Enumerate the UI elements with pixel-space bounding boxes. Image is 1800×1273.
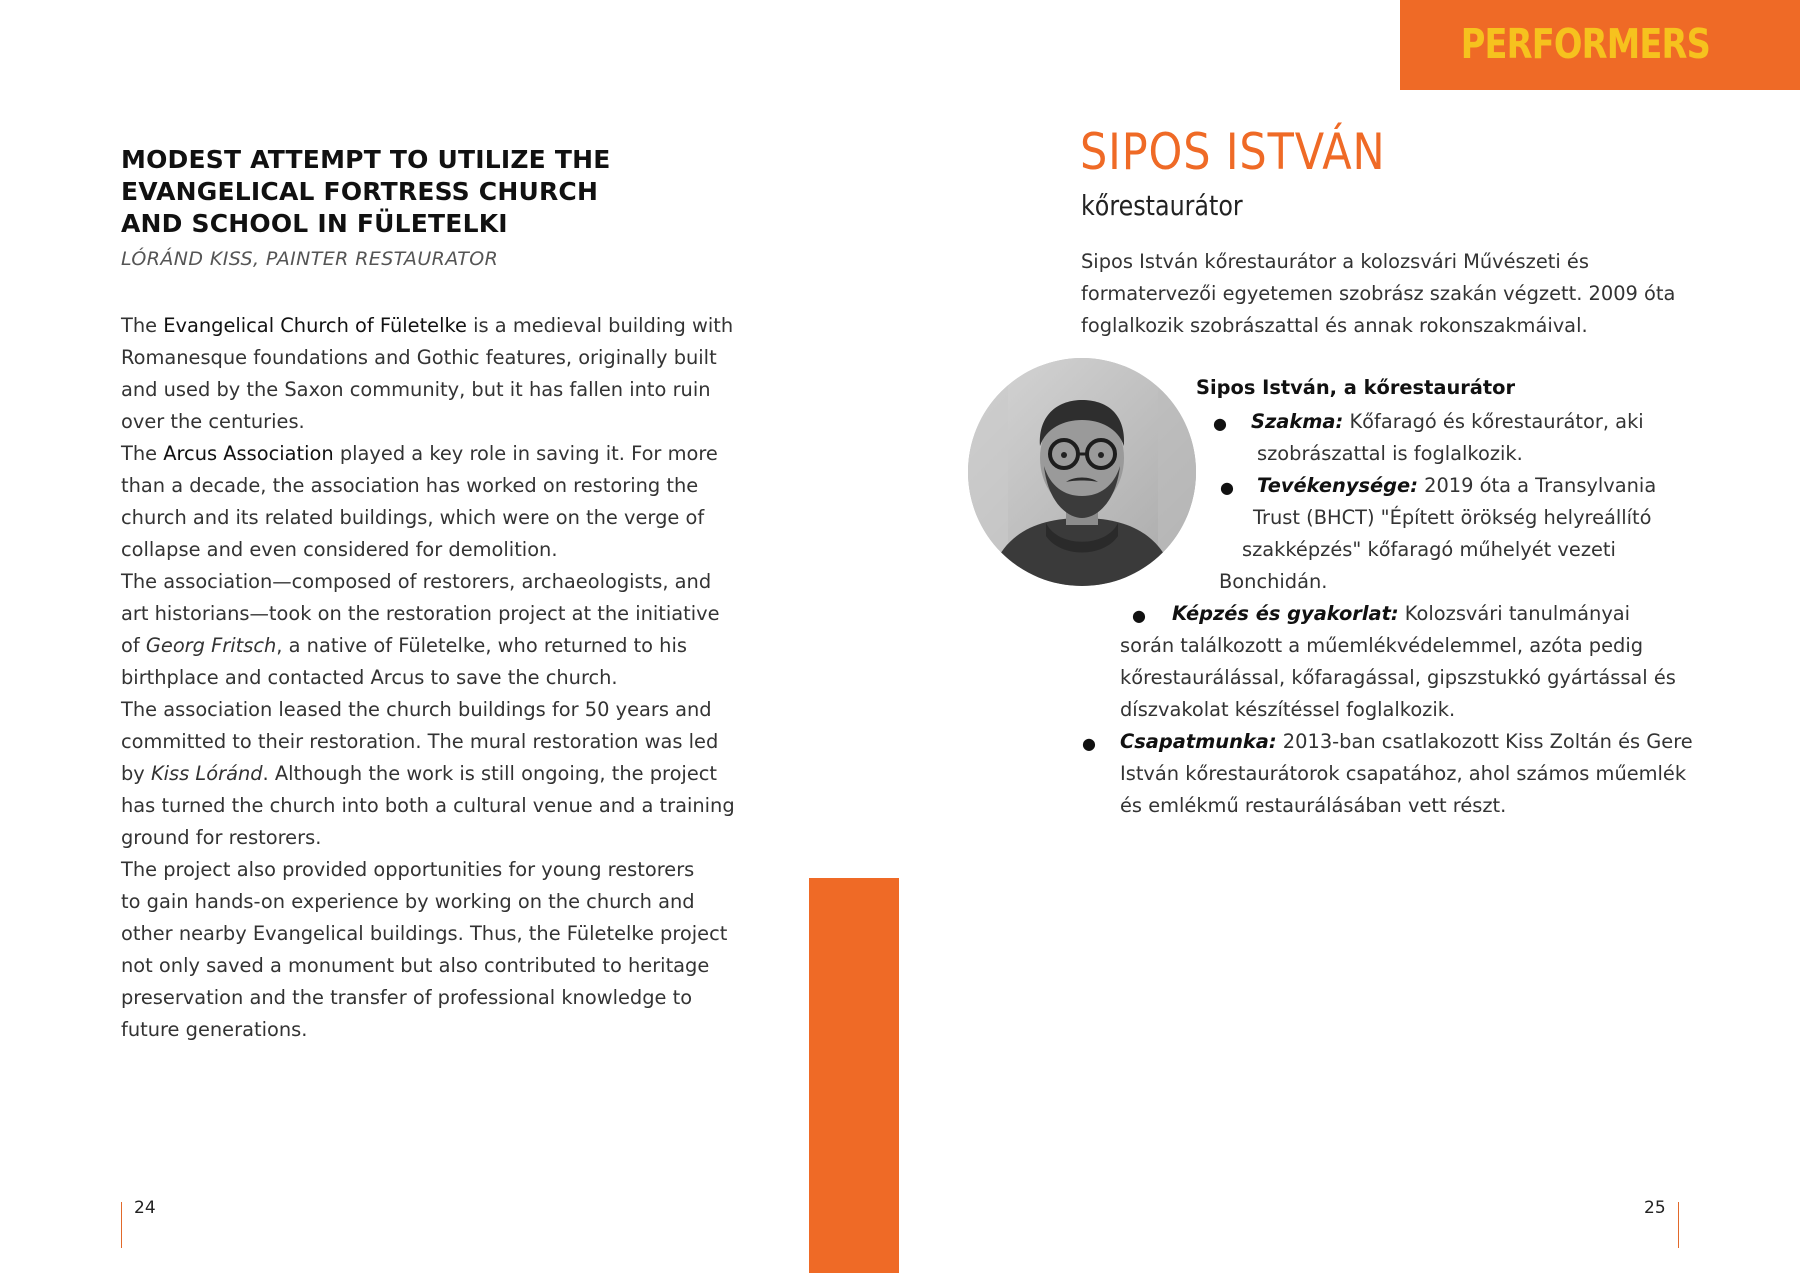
- bio-heading: Sipos István, a kőrestaurátor: [1196, 376, 1516, 399]
- bio-label: Szakma:: [1251, 410, 1344, 433]
- article-title-line: AND SCHOOL IN FÜLETELKI: [121, 209, 508, 238]
- body-line: The association leased the church buildings for 50 years and: [121, 698, 712, 721]
- bio-label: Tevékenysége:: [1257, 474, 1418, 497]
- person-name: Kiss Lóránd: [150, 762, 263, 785]
- bio-line: Bonchidán.: [1219, 570, 1328, 593]
- bio-line: és emlékmű restaurálásában vett részt.: [1120, 794, 1507, 817]
- page-number-right: 25: [1644, 1198, 1666, 1218]
- article-title-line: MODEST ATTEMPT TO UTILIZE THE: [121, 145, 611, 174]
- bio-line: Tevékenysége: 2019 óta a Transylvania: [1257, 474, 1657, 497]
- intro-line: foglalkozik szobrászattal és annak rokonszakmáival.: [1081, 314, 1588, 337]
- bio-line: szakképzés" kőfaragó műhelyét vezeti: [1242, 538, 1616, 561]
- article-title-line: EVANGELICAL FORTRESS CHURCH: [121, 177, 599, 206]
- body-line: birthplace and contacted Arcus to save the church.: [121, 666, 618, 689]
- person-name: Georg Fritsch: [145, 634, 277, 657]
- intro-line: formatervezői egyetemen szobrász szakán végzett. 2009 óta: [1081, 282, 1676, 305]
- association-name: Arcus Association: [163, 442, 334, 465]
- body-line: has turned the church into both a cultural venue and a training: [121, 794, 735, 817]
- bullet-icon: ●: [1132, 606, 1146, 625]
- body-line: ground for restorers.: [121, 826, 322, 849]
- church-name: Evangelical Church of Fületelke: [163, 314, 467, 337]
- page-number-left: 24: [134, 1198, 156, 1218]
- section-label: PERFORMERS: [1460, 20, 1710, 68]
- body-line: preservation and the transfer of professional knowledge to: [121, 986, 693, 1009]
- section-header-band: [1400, 0, 1800, 90]
- body-line: of Georg Fritsch, a native of Fületelke, who returned to his: [121, 634, 687, 657]
- bullet-icon: ●: [1220, 478, 1234, 497]
- bio-line: során találkozott a műemlékvédelemmel, azóta pedig: [1120, 634, 1644, 657]
- bio-line: díszvakolat készítéssel foglalkozik.: [1120, 698, 1456, 721]
- body-line: The Evangelical Church of Fületelke is a medieval building with: [121, 314, 734, 337]
- portrait-image: [968, 358, 1196, 586]
- bullet-icon: ●: [1213, 414, 1227, 433]
- body-line: The project also provided opportunities for young restorers: [121, 858, 695, 881]
- page-number-rule-left: [121, 1202, 122, 1248]
- performer-name: SIPOS ISTVÁN: [1080, 123, 1386, 181]
- body-line: to gain hands-on experience by working on the church and: [121, 890, 695, 913]
- body-line: other nearby Evangelical buildings. Thus, the Fületelke project: [121, 922, 728, 945]
- performer-role: kőrestaurátor: [1081, 189, 1243, 222]
- center-orange-bar: [809, 878, 899, 1273]
- body-line: not only saved a monument but also contributed to heritage: [121, 954, 710, 977]
- body-line: art historians—took on the restoration project at the initiative: [121, 602, 720, 625]
- page-number-rule-right: [1678, 1202, 1679, 1248]
- bio-line: kőrestaurálással, kőfaragással, gipszstukkó gyártással és: [1120, 666, 1676, 689]
- body-line: collapse and even considered for demolition.: [121, 538, 558, 561]
- bio-line: Csapatmunka: 2013-ban csatlakozott Kiss Zoltán és Gere: [1120, 730, 1693, 753]
- bio-line: Szakma: Kőfaragó és kőrestaurátor, aki: [1251, 410, 1644, 433]
- body-line: by Kiss Lóránd. Although the work is still ongoing, the project: [121, 762, 718, 785]
- body-line: over the centuries.: [121, 410, 305, 433]
- bullet-icon: ●: [1082, 734, 1096, 753]
- body-line: The Arcus Association played a key role in saving it. For more: [121, 442, 718, 465]
- body-line: committed to their restoration. The mural restoration was led: [121, 730, 719, 753]
- bio-line: Képzés és gyakorlat: Kolozsvári tanulmányai: [1172, 602, 1631, 625]
- article-author: LÓRÁND KISS, PAINTER RESTAURATOR: [121, 248, 499, 270]
- article-body: [121, 310, 735, 1046]
- performer-intro: [1081, 246, 1701, 342]
- bio-line: Trust (BHCT) "Épített örökség helyreállító: [1253, 506, 1652, 529]
- article-title: [121, 144, 681, 240]
- bio-label: Csapatmunka:: [1120, 730, 1277, 753]
- bio-label: Képzés és gyakorlat:: [1172, 602, 1399, 625]
- body-line: and used by the Saxon community, but it has fallen into ruin: [121, 378, 711, 401]
- body-line: church and its related buildings, which were on the verge of: [121, 506, 705, 529]
- body-line: The association—composed of restorers, archaeologists, and: [121, 570, 712, 593]
- intro-line: Sipos István kőrestaurátor a kolozsvári Művészeti és: [1081, 250, 1589, 273]
- body-line: future generations.: [121, 1018, 308, 1041]
- body-line: Romanesque foundations and Gothic features, originally built: [121, 346, 717, 369]
- performer-portrait: [968, 358, 1196, 586]
- bio-line: szobrászattal is foglalkozik.: [1257, 442, 1523, 465]
- body-line: than a decade, the association has worked on restoring the: [121, 474, 699, 497]
- bio-line: István kőrestaurátorok csapatához, ahol számos műemlék: [1120, 762, 1687, 785]
